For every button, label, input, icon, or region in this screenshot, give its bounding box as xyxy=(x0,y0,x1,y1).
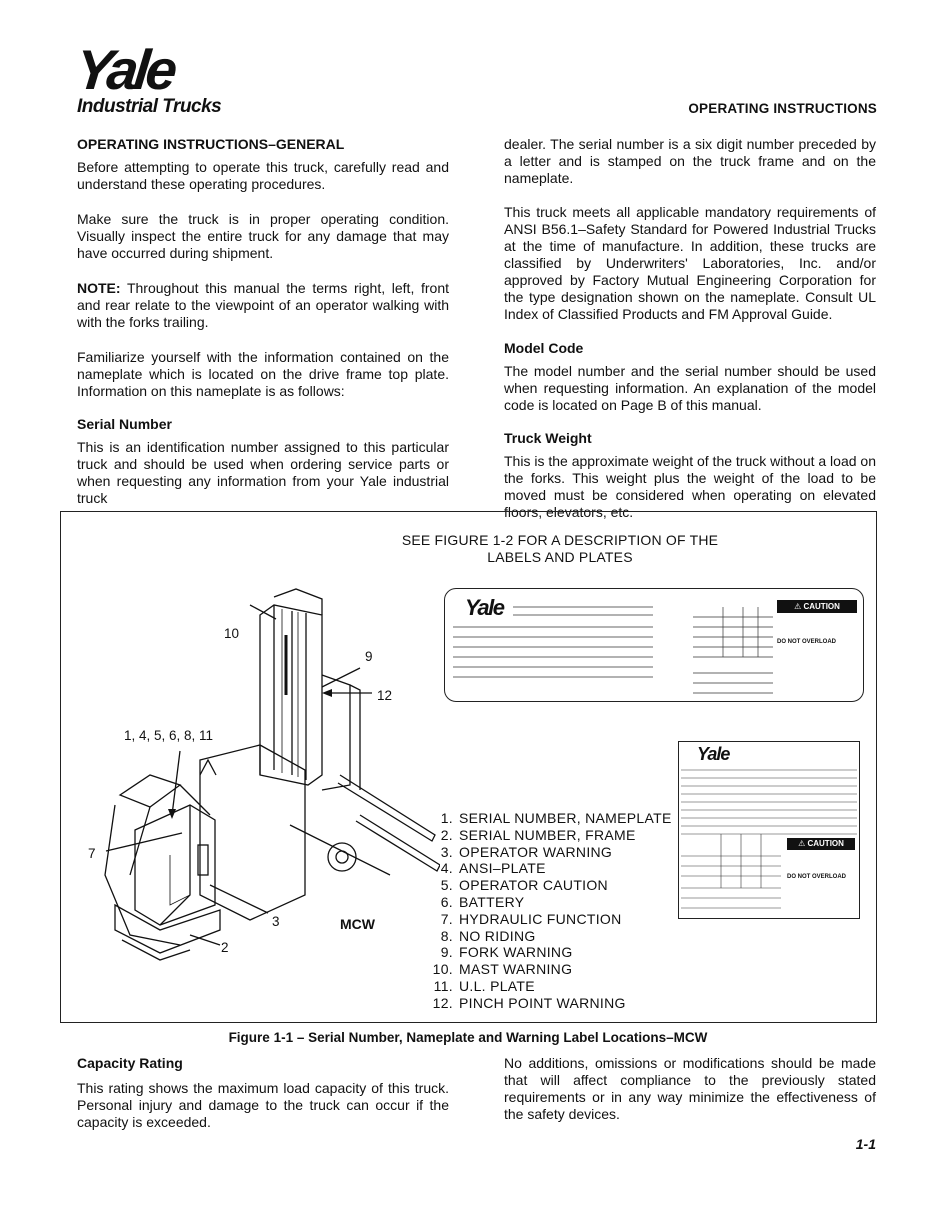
yale-logo: Yale xyxy=(72,38,177,101)
figure-note xyxy=(395,532,725,566)
note-paragraph xyxy=(77,280,449,331)
legend-item xyxy=(425,928,672,945)
paragraph-dealer: dealer. The serial number is a six digit number preceded by a letter and is stamped on the truck frame and on the nameplate. xyxy=(504,136,876,186)
callout-3: 3 xyxy=(272,914,280,929)
right-column xyxy=(504,136,876,521)
legend-item xyxy=(425,877,672,894)
legend-item-label: OPERATOR WARNING xyxy=(459,843,613,860)
legend-item-label: FORK WARNING xyxy=(459,944,573,961)
legend-item-number: 9. xyxy=(440,944,453,961)
left-column xyxy=(77,136,449,507)
capacity-heading: Capacity Rating xyxy=(77,1055,183,1071)
figure-note-line-1: SEE FIGURE 1-2 FOR A DESCRIPTION OF THE xyxy=(401,532,719,548)
legend-item-number: 6. xyxy=(440,893,453,910)
model-code-paragraph: The model number and the serial number should be used when requesting information. An explanation of the model code is located on Page B of this manual. xyxy=(504,363,876,413)
legend-item xyxy=(425,911,672,928)
nameplate2-caution-label: ⚠ CAUTION xyxy=(787,838,855,850)
section-title: OPERATING INSTRUCTIONS–GENERAL xyxy=(77,136,345,152)
callout-12: 12 xyxy=(377,688,393,703)
truck-illustration xyxy=(60,575,440,975)
legend-item xyxy=(425,894,672,911)
nameplate-brand: Yale xyxy=(465,595,504,620)
legend-item-label: ANSI–PLATE xyxy=(459,860,546,877)
section-header: OPERATING INSTRUCTIONS xyxy=(688,101,877,116)
nameplate-caution-label: ⚠ CAUTION xyxy=(777,600,857,613)
legend-item xyxy=(425,978,672,995)
legend-item-number: 1. xyxy=(440,810,453,826)
legend-item-number: 5. xyxy=(440,877,453,894)
legend-item-label: SERIAL NUMBER, FRAME xyxy=(459,826,636,843)
legend-item-number: 2. xyxy=(440,826,453,843)
legend-item-number: 8. xyxy=(440,927,453,944)
page-number: 1-1 xyxy=(855,1136,876,1152)
model-code-heading: Model Code xyxy=(504,340,584,356)
legend-item-label: U.L. PLATE xyxy=(459,977,535,994)
paragraph-intro: Before attempting to operate this truck, carefully read and understand these operating procedures. xyxy=(77,159,449,192)
legend-item-number: 12. xyxy=(432,994,453,1011)
legend-item-number: 3. xyxy=(440,843,453,860)
legend-item-label: HYDRAULIC FUNCTION xyxy=(459,910,622,927)
truck-weight-heading: Truck Weight xyxy=(504,430,592,446)
legend-item xyxy=(425,844,672,861)
capacity-section xyxy=(77,1055,449,1131)
figure-caption: Figure 1-1 – Serial Number, Nameplate and Warning Label Locations–MCW xyxy=(228,1030,708,1045)
modifications-section xyxy=(504,1055,876,1123)
legend-item-label: OPERATOR CAUTION xyxy=(459,877,608,894)
legend-item xyxy=(425,944,672,961)
legend-item-number: 4. xyxy=(440,860,453,877)
note-text: Throughout this manual the terms right, left, front and rear relate to the viewpoint of an operator walking with with the forks trailing. xyxy=(77,280,449,330)
yale-logo-subtitle: Industrial Trucks xyxy=(77,96,222,117)
legend-item-label: NO RIDING xyxy=(459,927,536,944)
modifications-paragraph: No additions, omissions or modifications should be made that will affect compliance to the previously stated requirements or in any way minimize the effectiveness of the safety devices. xyxy=(504,1055,876,1122)
paragraph-inspect: Make sure the truck is in proper operating condition. Visually inspect the entire truck for any damage that may have occurred during shipment. xyxy=(77,211,449,261)
legend-item xyxy=(425,860,672,877)
callout-7: 7 xyxy=(88,846,96,861)
nameplate2-overload: DO NOT OVERLOAD xyxy=(787,874,847,880)
legend-item-label: MAST WARNING xyxy=(459,961,573,978)
legend-item xyxy=(425,961,672,978)
callout-1-4-5-6-8-11: 1, 4, 5, 6, 8, 11 xyxy=(124,728,214,743)
callout-9: 9 xyxy=(365,649,373,664)
model-tag: MCW xyxy=(340,916,375,932)
legend-item xyxy=(425,995,672,1012)
nameplate2-brand: Yale xyxy=(697,744,730,764)
truck-weight-paragraph: This is the approximate weight of the truck without a load on the forks. This weight plus the weight of the load to be moved must be considered when operating on elevated floors, elevators, etc. xyxy=(504,453,876,520)
legend-item xyxy=(425,827,672,844)
note-label: NOTE: xyxy=(77,280,121,296)
nameplate-vertical xyxy=(678,741,860,919)
legend-item-label: PINCH POINT WARNING xyxy=(459,994,626,1011)
callout-2: 2 xyxy=(221,940,229,955)
capacity-paragraph: This rating shows the maximum load capacity of this truck. Personal injury and damage to the truck can occur if the capacity is exceeded. xyxy=(77,1080,449,1130)
serial-paragraph: This is an identification number assigned to this particular truck and should be used when ordering service parts or when requesting any information from your Yale industrial truck xyxy=(77,439,449,506)
paragraph-ansi: This truck meets all applicable mandatory requirements of ANSI B56.1–Safety Standard for Powered Industrial Trucks at the time of manufacture. In addition, these trucks are classified by Underwriters' Laboratories, Inc. and/or approved by Factory Mutual Engineering Corporation for the type designation shown on the nameplate. Consult UL Index of Classified Products and FM Approval Guide. xyxy=(504,204,876,322)
paragraph-nameplate: Familiarize yourself with the information contained on the nameplate which is located on the drive frame top plate. Information on this nameplate is as follows: xyxy=(77,349,449,399)
legend-item xyxy=(425,810,672,827)
figure-legend xyxy=(425,810,672,1012)
nameplate-grid xyxy=(453,597,773,695)
nameplate-horizontal xyxy=(444,588,864,702)
figure-note-line-2: LABELS AND PLATES xyxy=(487,549,633,565)
legend-item-number: 11. xyxy=(433,977,453,994)
serial-heading: Serial Number xyxy=(77,416,172,432)
nameplate-overload: DO NOT OVERLOAD xyxy=(777,639,837,645)
callout-10: 10 xyxy=(224,626,240,641)
legend-item-label: BATTERY xyxy=(459,893,525,910)
legend-item-number: 7. xyxy=(440,910,453,927)
legend-item-label: SERIAL NUMBER, NAMEPLATE xyxy=(459,810,672,826)
legend-item-number: 10. xyxy=(432,961,453,978)
